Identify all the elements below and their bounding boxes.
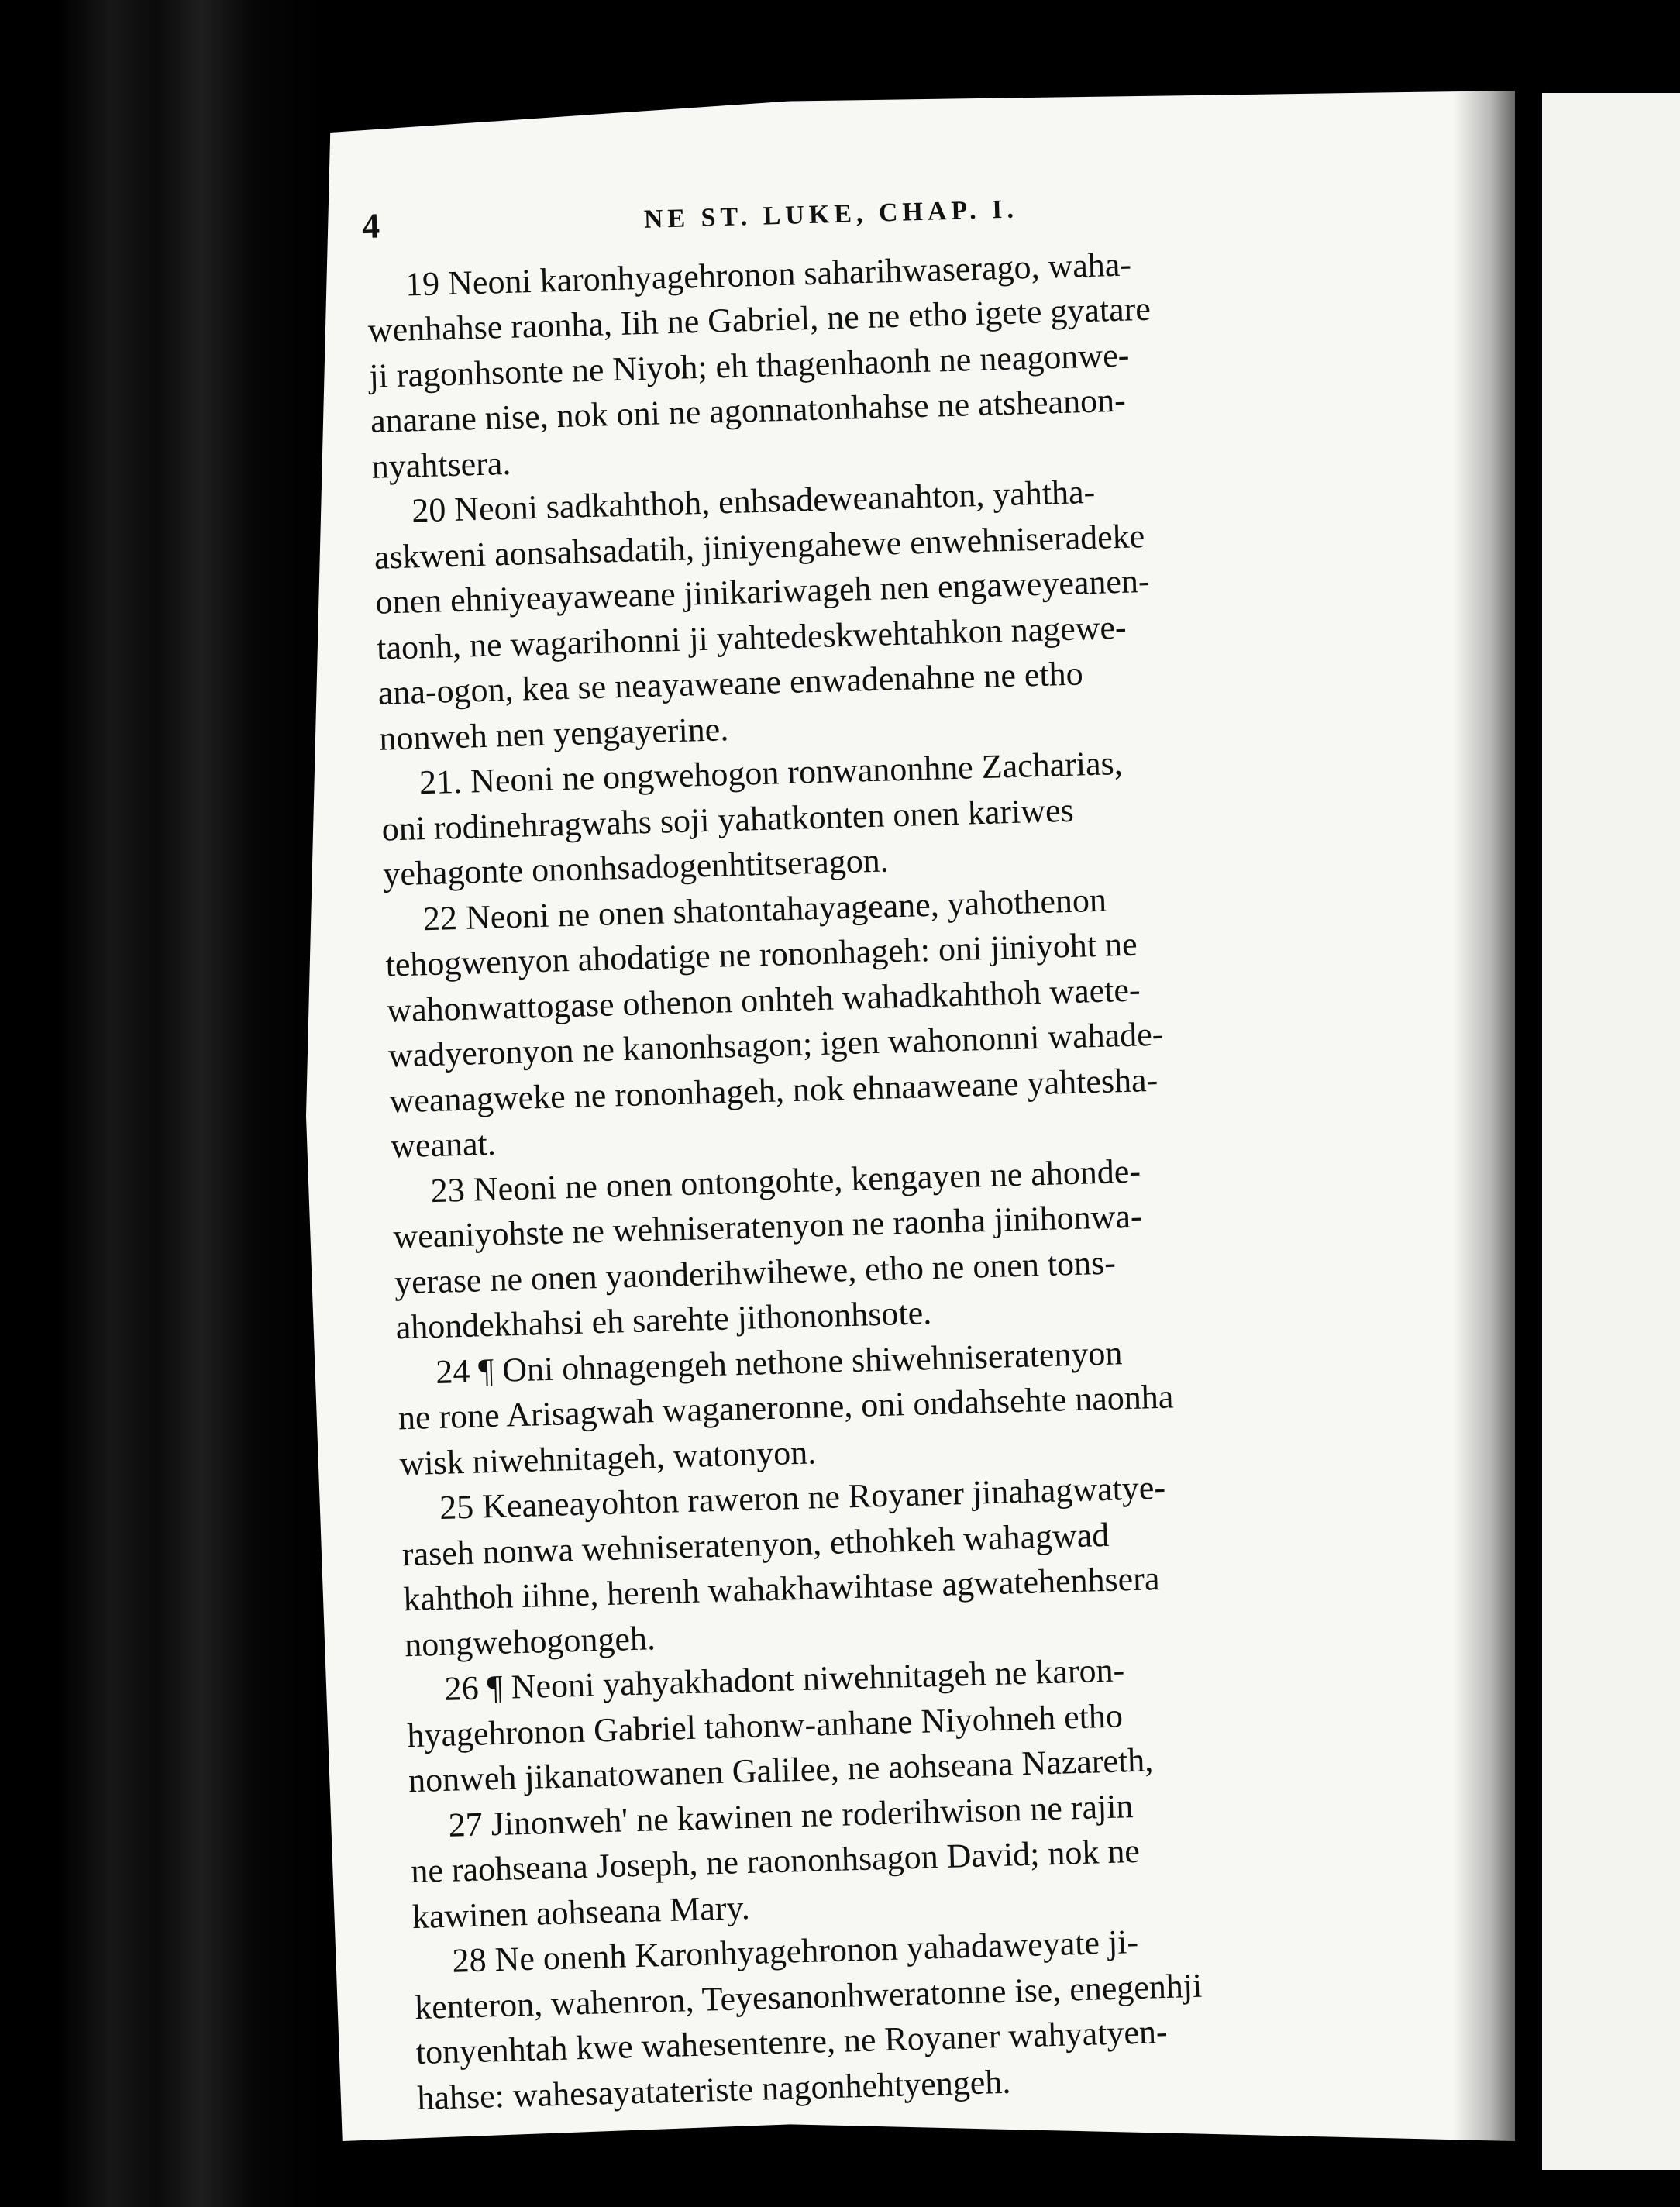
text-line: onen ehniyeayaweane jinikariwageh nen engaweyeanen-	[374, 561, 1151, 621]
text-line: nonweh jikanatowanen Galilee, ne aohseana Nazareth,	[408, 1740, 1154, 1800]
verse-lines	[366, 235, 1417, 2121]
text-line: kawinen aohseana Mary.	[411, 1888, 751, 1936]
text-line: taonh, ne wagarihonni ji yahtedeskwehtahkon nagewe-	[376, 608, 1127, 667]
text-line: hahse: wahesayatateriste nagonhehtyengeh.	[416, 2062, 1011, 2117]
left-page-text	[361, 170, 1417, 2121]
text-line: 28 Ne onenh Karonhyagehronon yahadaweyate ji-	[451, 1922, 1139, 1980]
text-line: 25 Keaneayohton raweron ne Royaner jinahagwatye-	[439, 1468, 1166, 1527]
text-line: 22 Neoni ne onen shatontahayageane, yahothenon	[422, 880, 1107, 938]
text-line: weaniyohste ne wehniseratenyon ne raonha jinihonwa-	[392, 1196, 1143, 1256]
text-line: wahonwattogase othenon onhteh wahadkahthoh waete-	[386, 969, 1141, 1030]
text-line: yehagonte ononhsadogenhtitseragon.	[382, 841, 890, 893]
text-line: nongwehogongeh.	[404, 1618, 656, 1664]
text-line: ne rone Arisagwah waganeronne, oni ondahsehte naonha	[398, 1377, 1174, 1437]
book-spine	[0, 0, 325, 2207]
text-line: ne raohseana Joseph, ne raononhsagon David; nok ne	[410, 1831, 1141, 1891]
text-line: anarane nise, nok oni ne agonnatonhahse ne atsheanon-	[370, 380, 1127, 440]
text-line: ji ragonhsonte ne Niyoh; eh thagenhaonh ne neagonwe-	[368, 336, 1130, 395]
text-line: weanat.	[390, 1124, 497, 1165]
text-line: 19 Neoni karonhyagehronon saharihwaserago, waha-	[405, 244, 1132, 304]
text-line: 20 Neoni sadkahthoh, enhsadeweanahton, yahtha-	[411, 472, 1096, 530]
text-line: ana-ogon, kea se neayaweane enwadenahne ne etho	[377, 654, 1084, 712]
right-page-edge	[1542, 93, 1680, 2170]
text-line: tehogwenyon ahodatige ne rononhageh: oni jiniyoht ne	[384, 924, 1138, 984]
text-line: ahondekhahsi eh sarehte jithononhsote.	[395, 1293, 932, 1347]
text-line: yerase ne onen yaonderihwihewe, etho ne onen tons-	[394, 1242, 1117, 1301]
text-line: 24 ¶ Oni ohnagengeh nethone shiwehniseratenyon	[435, 1333, 1123, 1391]
text-line: wenhahse raonha, Iih ne Gabriel, ne ne etho igete gyatare	[367, 289, 1152, 349]
text-line: 26 ¶ Neoni yahyakhadont niwehnitageh ne karon-	[444, 1651, 1125, 1708]
text-line: 27 Jinonweh' ne kawinen ne roderihwison ne rajin	[447, 1786, 1134, 1844]
text-line: weanagweke ne rononhageh, nok ehnaaweane yahtesha-	[388, 1060, 1158, 1121]
text-line: wisk niwehnitageh, watonyon.	[398, 1432, 817, 1482]
text-line: kahthoh iihne, herenh wahakhawihtase agwatehenhsera	[402, 1559, 1160, 1619]
text-line: tonyenhtah kwe wahesentenre, ne Royaner wahyatyen-	[415, 2012, 1169, 2072]
text-line: 21. Neoni ne ongwehogon ronwanonhne Zacharias,	[418, 743, 1124, 802]
page-number: 4	[361, 205, 380, 246]
text-line: kenteron, wahenron, Teyesanonhweratonne ise, enegenhji	[414, 1966, 1203, 2026]
text-line: hyagehronon Gabriel tahonw-anhane Niyohneh etho	[406, 1696, 1124, 1754]
text-line: askweni aonsahsadatih, jiniyengahewe enwehniseradeke	[374, 516, 1145, 577]
text-line: oni rodinehragwahs soji yahatkonten onen kariwes	[381, 790, 1075, 849]
text-line: 23 Neoni ne onen ontongohte, kengayen ne ahonde-	[430, 1152, 1141, 1210]
running-head: NE ST. LUKE, CHAP. I.	[643, 195, 1019, 234]
page-gutter-shadow	[1453, 70, 1546, 2162]
text-line: wadyeronyon ne kanonhsagon; igen wahononni wahade-	[387, 1014, 1164, 1075]
text-line: nonweh nen yengayerine.	[378, 709, 729, 758]
text-line: raseh nonwa wehniseratenyon, ethohkeh wahagwad	[401, 1515, 1110, 1573]
text-line: nyahtsera.	[371, 443, 511, 486]
